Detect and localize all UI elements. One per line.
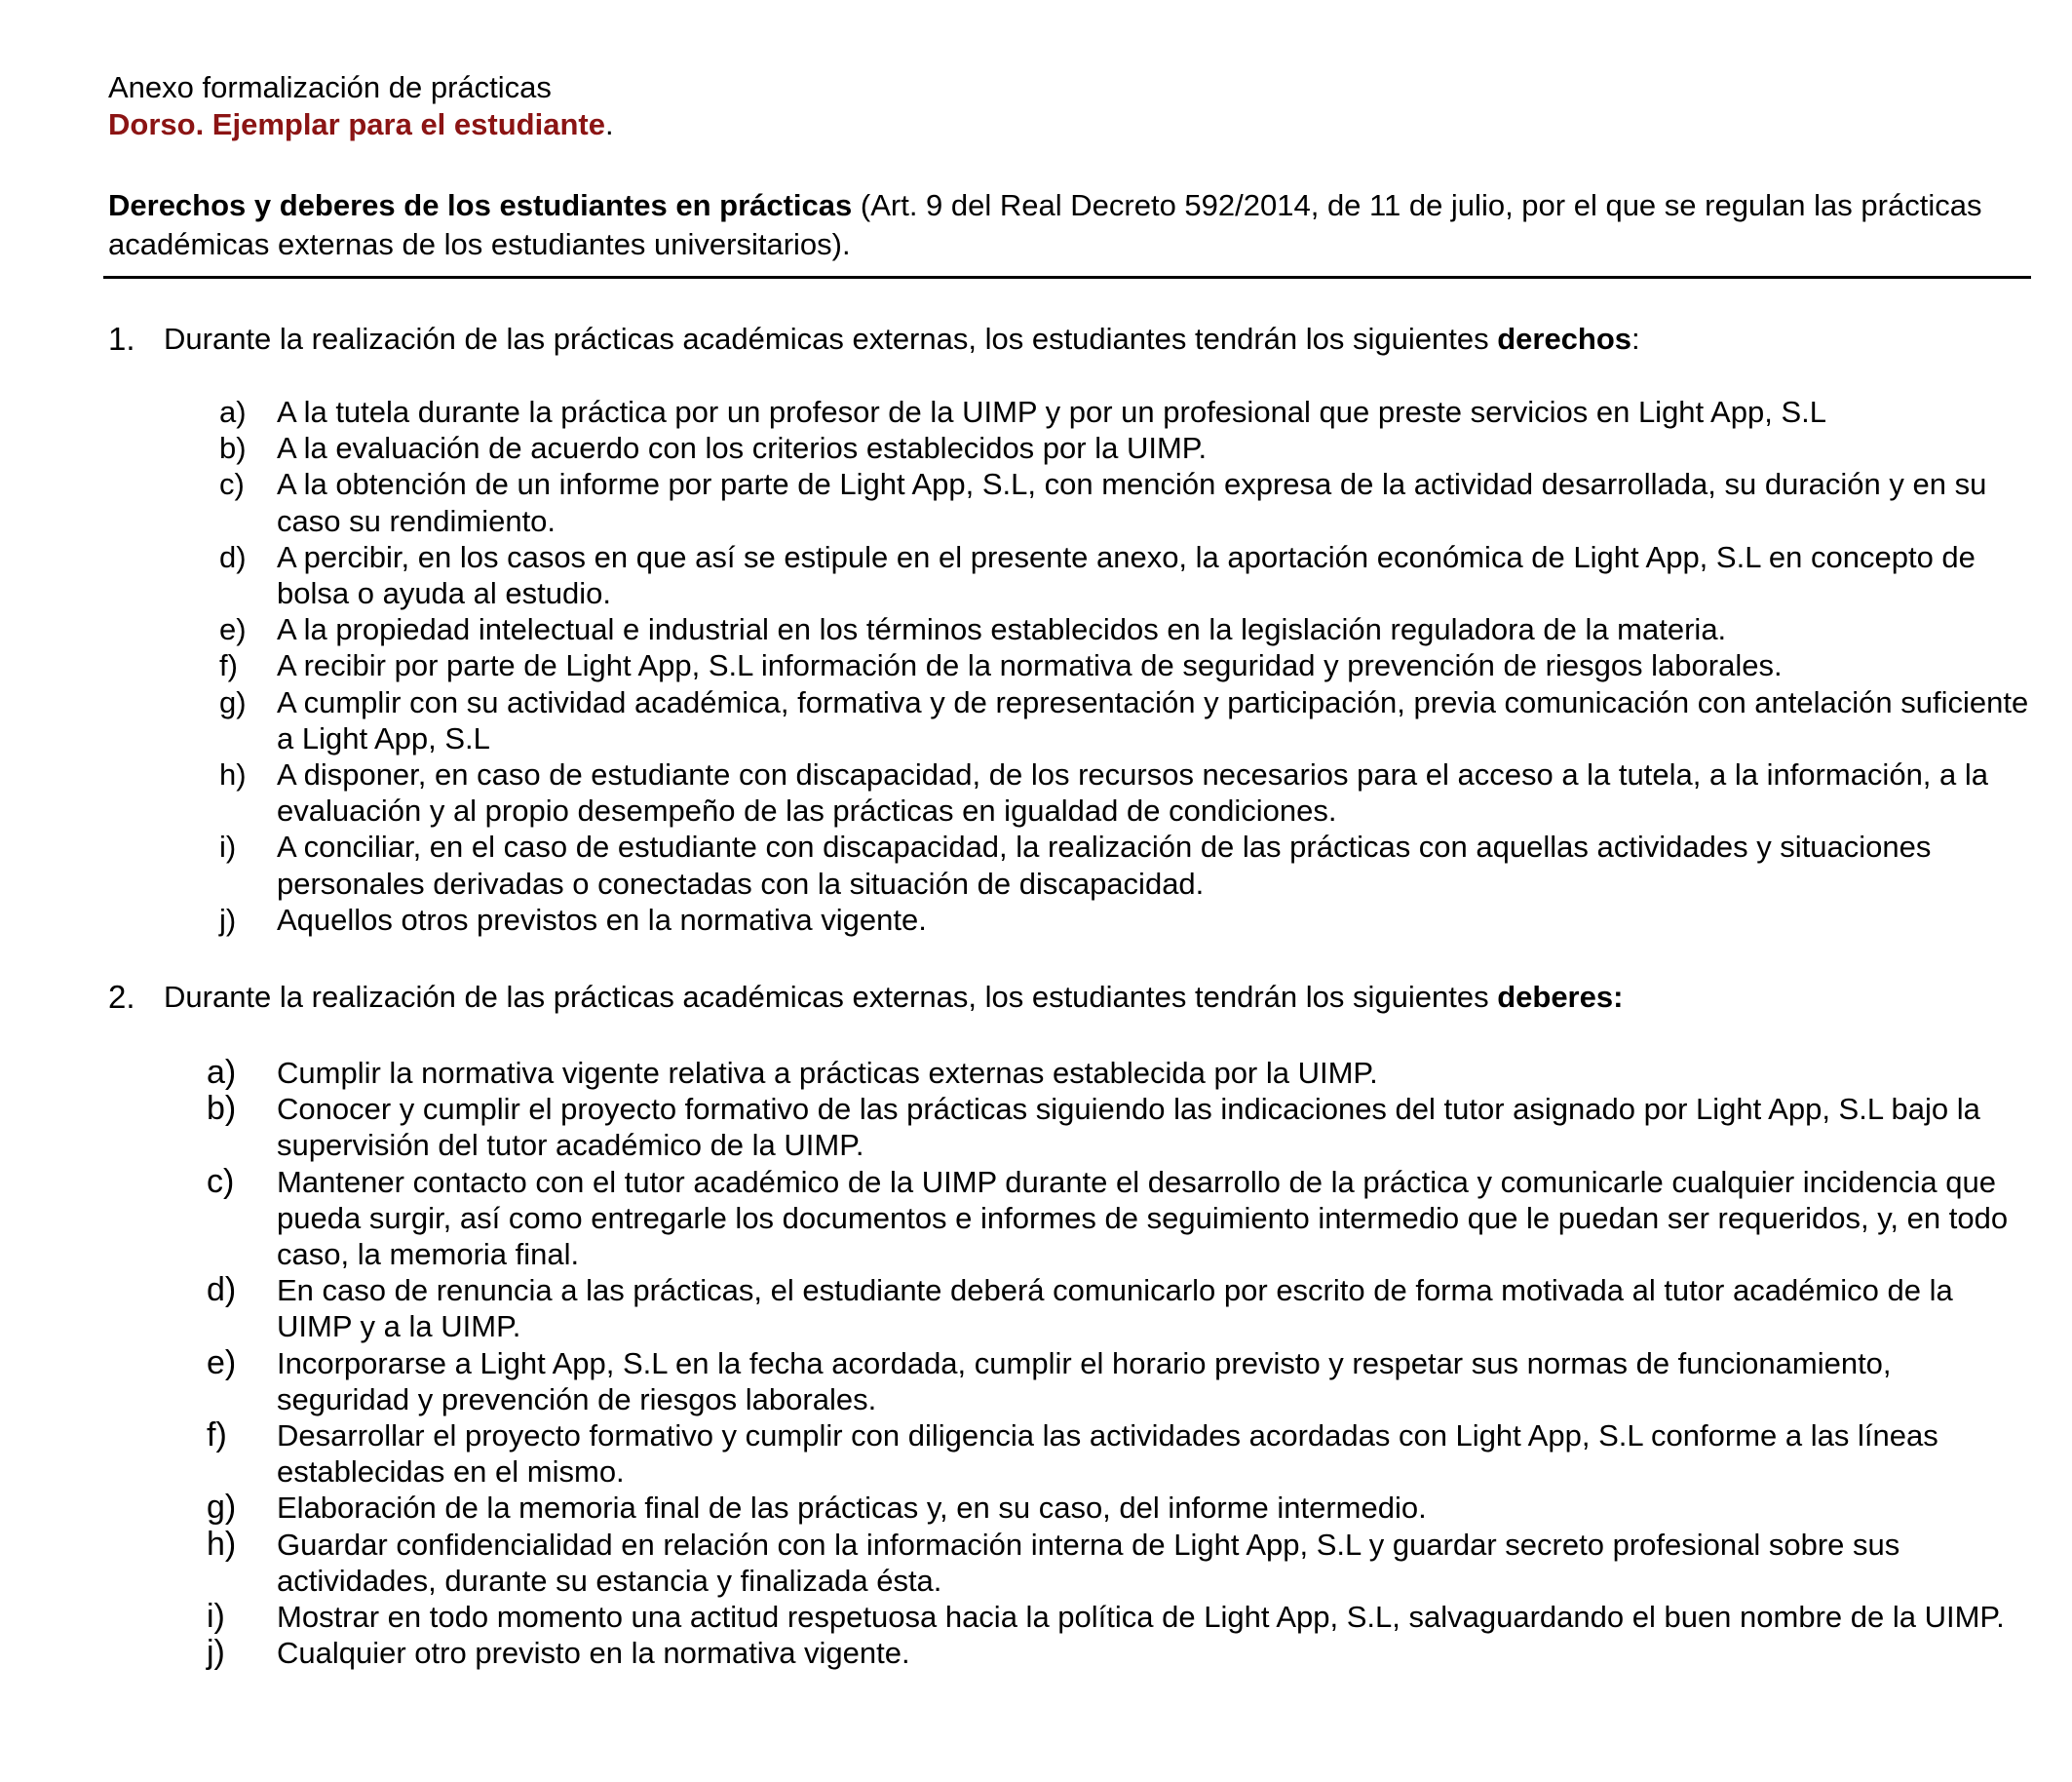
right-item-text: A recibir por parte de Light App, S.L información de la normativa de seguridad y prevención de riesgos laborales.	[277, 648, 1783, 683]
duty-item-label: a)	[207, 1054, 237, 1091]
duty-item-label: c)	[207, 1162, 235, 1200]
duty-item-label: i)	[207, 1598, 225, 1636]
right-item-label: c)	[219, 467, 245, 502]
duty-item	[0, 1272, 2031, 1344]
right-item-text: Aquellos otros previstos en la normativa vigente.	[277, 902, 927, 937]
duty-item	[0, 1417, 2031, 1490]
right-item	[0, 430, 2031, 466]
duty-item-label: j)	[207, 1634, 225, 1672]
right-item-label: b)	[219, 431, 247, 466]
right-item	[0, 756, 2031, 829]
right-item-label: d)	[219, 539, 247, 574]
duty-item	[0, 1599, 2031, 1635]
right-item-text: A la obtención de un informe por parte de Light App, S.L, con mención expresa de la actividad desarrollada, su duración y en su caso su rendimiento.	[277, 467, 1987, 538]
annex-title: Anexo formalización de prácticas	[108, 70, 552, 104]
duty-item-text: En caso de renuncia a las prácticas, el estudiante deberá comunicarlo por escrito de forma motivada al tutor académico de la UIMP y a la UIMP.	[277, 1273, 1953, 1344]
right-item-text: A disponer, en caso de estudiante con discapacidad, de los recursos necesarios para el acceso a la tutela, a la información, a la evaluación y al propio desempeño de las prácticas en igualdad de condiciones.	[277, 757, 1989, 829]
duty-item	[0, 1164, 2031, 1273]
duty-item-text: Mantener contacto con el tutor académico de la UIMP durante el desarrollo de la práctica y comunicarle cualquier incidencia que pueda surgir, así como entregarle los documentos e informes de seguimiento intermedio que le puedan ser requeridos, y, en todo caso, la memoria final.	[277, 1164, 2009, 1272]
duty-item	[0, 1635, 2031, 1671]
duty-item-text: Desarrollar el proyecto formativo y cumplir con diligencia las actividades acordadas con Light App, S.L conforme a las líneas establecidas en el mismo.	[277, 1418, 1938, 1490]
duty-item-label: g)	[207, 1489, 237, 1527]
section-2-keyword: deberes:	[1497, 980, 1624, 1014]
section-2-intro	[164, 978, 1623, 1017]
right-item	[0, 466, 2031, 538]
duty-item-text: Cumplir la normativa vigente relativa a prácticas externas establecida por la UIMP.	[277, 1056, 1378, 1090]
duty-item	[0, 1527, 2031, 1599]
duties-list	[0, 1055, 2031, 1671]
duty-item-label: f)	[207, 1416, 227, 1454]
duty-item	[0, 1091, 2031, 1163]
duty-item-label: b)	[207, 1090, 237, 1128]
section-heading-bold: Derechos y deberes de los estudiantes en prácticas	[108, 188, 853, 222]
copy-subtitle	[108, 105, 614, 144]
duty-item	[0, 1055, 2031, 1091]
right-item	[0, 647, 2031, 683]
section-2-number: 2.	[108, 979, 135, 1015]
section-1-keyword: derechos	[1497, 322, 1632, 356]
duty-item-label: e)	[207, 1343, 237, 1381]
duty-item	[0, 1345, 2031, 1417]
section-heading-reference: (Art. 9 del Real Decreto 592/2014, de 11 de julio, por el que se regulan las prácticas académicas externas de los estudiantes universitarios).	[108, 188, 1982, 261]
duty-item	[0, 1490, 2031, 1526]
right-item-label: a)	[219, 395, 247, 429]
right-item	[0, 902, 2031, 938]
section-1-intro-end: :	[1631, 322, 1640, 356]
duty-item-text: Conocer y cumplir el proyecto formativo de las prácticas siguiendo las indicaciones del tutor asignado por Light App, S.L bajo la supervisión del tutor académico de la UIMP.	[277, 1092, 1980, 1163]
section-1-intro-text: Durante la realización de las prácticas académicas externas, los estudiantes tendrán los siguientes	[164, 322, 1498, 356]
right-item-text: A conciliar, en el caso de estudiante con discapacidad, la realización de las prácticas con aquellas actividades y situaciones personales derivadas o conectadas con la situación de discapacidad.	[277, 830, 1932, 901]
right-item-text: A la tutela durante la práctica por un profesor de la UIMP y por un profesional que preste servicios en Light App, S.L	[277, 395, 1826, 429]
duty-item-label: h)	[207, 1525, 237, 1563]
right-item-label: g)	[219, 684, 247, 719]
right-item-text: A la propiedad intelectual e industrial en los términos establecidos en la legislación reguladora de la materia.	[277, 612, 1727, 647]
duty-item-text: Cualquier otro previsto en la normativa vigente.	[277, 1636, 910, 1671]
horizontal-divider	[103, 276, 2031, 279]
section-2-intro-text: Durante la realización de las prácticas académicas externas, los estudiantes tendrán los siguientes	[164, 980, 1498, 1014]
right-item	[0, 539, 2031, 611]
right-item-text: A la evaluación de acuerdo con los criterios establecidos por la UIMP.	[277, 431, 1208, 466]
right-item-text: A percibir, en los casos en que así se estipule en el presente anexo, la aportación económica de Light App, S.L en concepto de bolsa o ayuda al estudio.	[277, 539, 1976, 611]
duty-item-text: Elaboración de la memoria final de las prácticas y, en su caso, del informe intermedio.	[277, 1491, 1427, 1526]
duty-item-label: d)	[207, 1271, 237, 1309]
right-item	[0, 394, 2031, 430]
section-heading	[108, 186, 2018, 264]
rights-list	[0, 394, 2031, 938]
copy-subtitle-period: .	[604, 107, 614, 141]
duty-item-text: Guardar confidencialidad en relación con la información interna de Light App, S.L y guardar secreto profesional sobre sus actividades, durante su estancia y finalizada ésta.	[277, 1527, 1900, 1598]
right-item	[0, 611, 2031, 647]
duty-item-text: Mostrar en todo momento una actitud respetuosa hacia la política de Light App, S.L, salvaguardando el buen nombre de la UIMP.	[277, 1600, 2005, 1635]
right-item	[0, 684, 2031, 756]
right-item-label: i)	[219, 830, 237, 865]
duty-item-text: Incorporarse a Light App, S.L en la fecha acordada, cumplir el horario previsto y respetar sus normas de funcionamiento, seguridad y prevención de riesgos laborales.	[277, 1345, 1892, 1416]
section-1-intro	[164, 320, 1640, 359]
right-item-text: A cumplir con su actividad académica, formativa y de representación y participación, previa comunicación con antelación suficiente a Light App, S.L	[277, 684, 2029, 755]
right-item-label: f)	[219, 648, 238, 683]
right-item-label: j)	[219, 902, 237, 937]
copy-subtitle-text: Dorso. Ejemplar para el estudiante	[108, 107, 605, 141]
right-item	[0, 829, 2031, 901]
right-item-label: e)	[219, 612, 247, 647]
right-item-label: h)	[219, 757, 247, 793]
section-1-number: 1.	[108, 321, 135, 357]
